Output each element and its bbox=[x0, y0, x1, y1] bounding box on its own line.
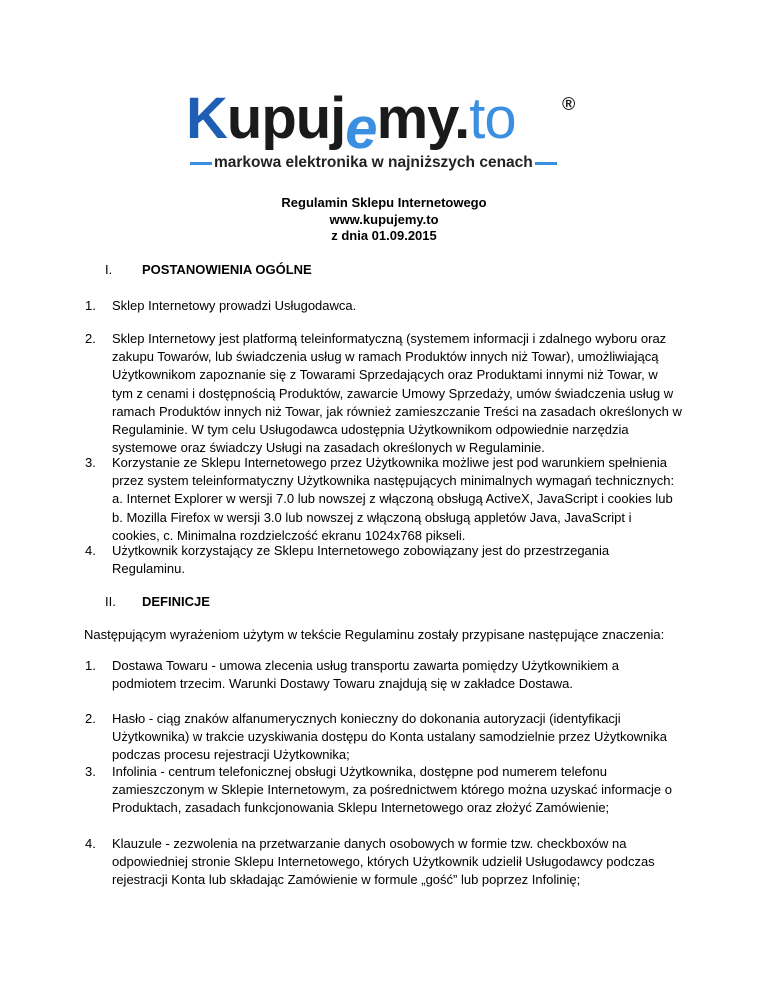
document-title: Regulamin Sklepu Internetowego bbox=[281, 195, 487, 210]
document-header bbox=[0, 195, 768, 245]
section-title: DEFINICJE bbox=[142, 594, 210, 609]
list-item bbox=[85, 330, 682, 457]
logo-dot: . bbox=[454, 86, 470, 151]
section-intro: Następującym wyrażeniom użytym w tekście Regulaminu zostały przypisane następujące znaczenia: bbox=[84, 627, 665, 642]
brand-logo bbox=[180, 88, 580, 173]
item-number: 3. bbox=[85, 455, 96, 470]
logo-e: e bbox=[345, 96, 377, 161]
list-item bbox=[85, 542, 682, 578]
list-item bbox=[85, 835, 682, 890]
item-number: 1. bbox=[85, 658, 96, 673]
document-date: z dnia 01.09.2015 bbox=[331, 228, 437, 243]
item-text: Klauzule - zezwolenia na przetwarzanie danych osobowych w formie tzw. checkboxów na odpowiedniej stronie Sklepu Internetowego, których Użytkownik udzielił Usługodawcy podczas rejestracji Konta lub składając Zamówienie w formule „gość” lub poprzez Infolinię; bbox=[112, 836, 655, 888]
item-text: Sklep Internetowy prowadzi Usługodawca. bbox=[112, 298, 357, 313]
item-number: 4. bbox=[85, 543, 96, 558]
item-number: 2. bbox=[85, 331, 96, 346]
list-item bbox=[85, 710, 682, 765]
logo-part2: my bbox=[376, 86, 455, 151]
list-item bbox=[85, 297, 682, 315]
list-item bbox=[85, 763, 682, 818]
item-number: 3. bbox=[85, 764, 96, 779]
logo-k: K bbox=[186, 86, 227, 151]
logo-tagline bbox=[188, 154, 559, 172]
item-text: Korzystanie ze Sklepu Internetowego przez Użytkownika możliwe jest pod warunkiem spełnienia przez system teleinformatyczny Użytkownika następujących minimalnych wymagań technicznych: a. Internet Explorer w wersji 7.0 lub nowszej z włączoną obsługą ActiveX, JavaScript i cookies lub b. Mozilla Firefox w wersji 3.0 lub nowszej z włączoną obsługą appletów Java, JavaScript i cookies, c. Minimalna rozdzielczość ekranu 1024x768 pikseli. bbox=[112, 455, 675, 543]
item-text: Hasło - ciąg znaków alfanumerycznych konieczny do dokonania autoryzacji (identyfikacji Użytkownika) w trakcie uzyskiwania dostępu do Konta ustalany samodzielnie przez Użytkownika podczas procesu rejestracji Użytkownika; bbox=[112, 711, 667, 763]
list-item bbox=[85, 454, 682, 545]
document-url: www.kupujemy.to bbox=[329, 211, 439, 227]
item-number: 2. bbox=[85, 711, 96, 726]
section-number: II. bbox=[105, 594, 116, 609]
item-text: Sklep Internetowy jest platformą teleinformatyczną (systemem informacji i zdalnego wyboru oraz zakupu Towarów, lub świadczenia usług w ramach Produktów innych niż Towar), umożliwiającą Użytkownikom zapoznanie się z Towarami Sprzedających oraz Produktami innymi niż Towar, w tym z cenami i dostępnością Produktów, zawarcie Umowy Sprzedaży, umów świadczenia usług w ramach Produktów innych niż Towar, jak również zamieszczanie Treści na zasadach określonych w Regulaminie. W tym celu Usługodawca udostępnia Użytkownikom odpowiednie narzędzia systemowe oraz świadczy Usługi na zasadach określonych w Regulaminie. bbox=[112, 331, 682, 456]
tagline-text: markowa elektronika w najniższych cenach bbox=[214, 154, 533, 171]
item-number: 1. bbox=[85, 298, 96, 313]
logo-wordmark bbox=[186, 86, 516, 161]
item-number: 4. bbox=[85, 836, 96, 851]
item-text: Dostawa Towaru - umowa zlecenia usług transportu zawarta pomiędzy Użytkownikiem a podmiotem trzecim. Warunki Dostawy Towaru znajdują się w zakładce Dostawa. bbox=[112, 658, 619, 692]
logo-part1: upuj bbox=[226, 86, 346, 151]
section-number: I. bbox=[105, 262, 113, 277]
tagline-dash-right bbox=[535, 162, 557, 165]
item-text: Użytkownik korzystający ze Sklepu Internetowego zobowiązany jest do przestrzegania Regulaminu. bbox=[112, 543, 610, 577]
item-text: Infolinia - centrum telefonicznej obsługi Użytkownika, dostępne pod numerem telefonu zamieszczonym w Sklepie Internetowym, za pośrednictwem którego można uzyskać informacje o Produktach, zasadach funkcjonowania Sklepu Internetowego oraz złożyć Zamówienie; bbox=[112, 764, 672, 816]
registered-mark: ® bbox=[562, 94, 576, 114]
tagline-dash-left bbox=[190, 162, 212, 165]
logo-to: to bbox=[469, 86, 516, 151]
section-title: POSTANOWIENIA OGÓLNE bbox=[142, 262, 312, 277]
list-item bbox=[85, 657, 682, 693]
